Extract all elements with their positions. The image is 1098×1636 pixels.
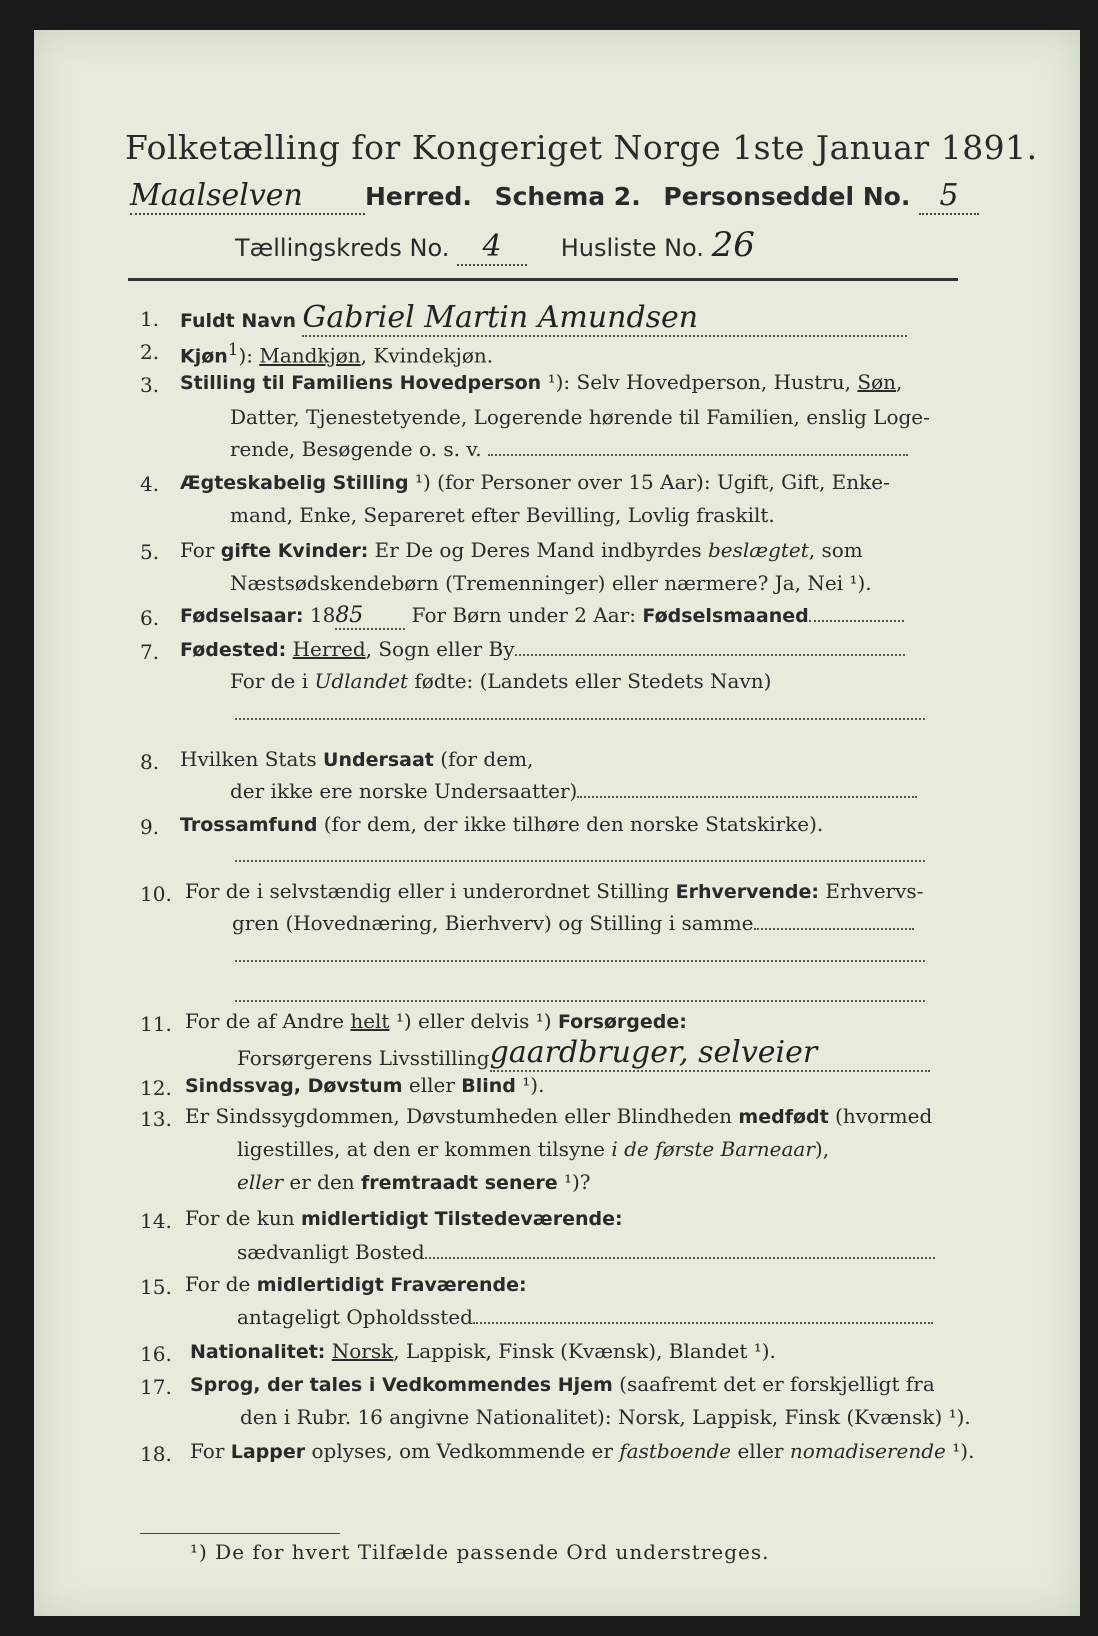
item-occupation [185, 879, 923, 903]
item-number: 1. [140, 307, 160, 331]
item-lapps [190, 1439, 974, 1463]
item-sex: Kjøn$^1$): Mandkjøn, Kvindekjøn. [180, 340, 494, 368]
married-women-line2: Næstsødskendebørn (Tremenninger) eller nærmere? Ja, Nei ¹). [230, 571, 872, 595]
occupation-label: Erhvervende: [675, 881, 820, 903]
husliste-number: 26 [711, 225, 755, 265]
usual-residence-fill [425, 1257, 935, 1259]
marital-status-label: Ægteskabelig Stilling [180, 472, 409, 494]
temp-present-label: midlertidigt Tilstedeværende: [300, 1208, 623, 1230]
congenital-eller: eller [237, 1170, 284, 1194]
temp-absent-label: midlertidigt Fraværende: [256, 1274, 527, 1296]
supporter-occupation-label: Forsørgerens Livsstilling [237, 1046, 490, 1070]
married-women-related: beslægtet [707, 538, 809, 562]
birthplace-abroad-fill [235, 718, 925, 720]
temp-present-pre: For de kun [185, 1206, 301, 1230]
herred-name-handwritten: Maalselven [130, 178, 365, 215]
footnote: ¹) De for hvert Tilfælde passende Ord understreges. [190, 1540, 770, 1564]
lapps-resident: fastboende [619, 1439, 732, 1463]
birth-year-label: Fødselsaar: [180, 605, 304, 627]
married-women-line1: Er De og Deres Mand indbyrdes [368, 538, 708, 562]
item-language [190, 1372, 935, 1396]
item-number: 5. [140, 540, 160, 564]
married-women-pre: For [180, 538, 221, 562]
supported-delvis: ) eller delvis [403, 1009, 530, 1033]
birthplace-herred: Herred [292, 637, 366, 661]
nationality-norsk: Norsk [331, 1339, 394, 1363]
item-birthplace [180, 637, 905, 661]
birthplace-label: Fødested: [180, 639, 287, 661]
supported-pre: For de af Andre [185, 1009, 351, 1033]
item-number: 4. [140, 472, 160, 496]
usual-residence-label: sædvanligt Bosted [237, 1240, 425, 1264]
language-label: Sprog, der tales i Vedkommendes Hjem [190, 1374, 613, 1396]
religion-rest: (for dem, der ikke tilhøre den norske Statskirke). [317, 812, 824, 836]
item-number: 7. [140, 640, 160, 664]
item-temporarily-absent [185, 1272, 527, 1296]
item-number: 17. [140, 1375, 172, 1399]
marital-status-line1: ) (for Personer over 15 Aar): Ugift, Gift, Enke- [423, 470, 890, 494]
lapps-pre: For [190, 1439, 231, 1463]
citizenship-line2 [230, 779, 917, 803]
family-position-line2: Datter, Tjenestetyende, Logerende hørende til Familien, enslig Loge- [230, 405, 930, 429]
disability-label: Sindssvag, Døvstum [185, 1075, 403, 1097]
family-position-line3 [230, 437, 908, 461]
probable-residence-label: antageligt Opholdssted [237, 1305, 473, 1329]
congenital-line2-pre: ligestilles, at den er kommen tilsyne [237, 1137, 612, 1161]
birth-month-label: Fødselsmaaned [642, 605, 809, 627]
supported-helt: helt [350, 1009, 390, 1033]
item-family-position: Stilling til Familiens Hovedperson ¹): Selv Hovedperson, Hustru, Søn, [180, 370, 903, 394]
supported-paren: ) [543, 1009, 558, 1033]
footnote-mark: 1 [227, 340, 239, 359]
congenital-childhood: i de første Barneaar [611, 1137, 815, 1161]
item-number: 12. [140, 1076, 172, 1100]
family-position-options: ): Selv Hovedperson, Hustru, [555, 370, 858, 394]
personseddel-label: Personseddel No. [663, 182, 911, 211]
full-name-value: Gabriel Martin Amundsen [302, 300, 907, 337]
congenital-line2 [237, 1137, 829, 1161]
congenital-line3: eller er den fremtraadt senere ¹)? [237, 1170, 591, 1194]
supporter-occupation-value: gaardbruger, selveier [490, 1035, 930, 1072]
congenital-line2-end: ), [814, 1137, 830, 1161]
religion-label: Trossamfund [180, 814, 318, 836]
occupation-line2-text: gren (Hovednæring, Bierhverv) og Stilling i samme [232, 911, 754, 935]
birth-year-value: 85 [335, 603, 405, 630]
citizenship-label: Undersaat [323, 749, 434, 771]
sex-option-female: , Kvindekjøn. [360, 343, 494, 368]
kreds-number: 4 [457, 229, 527, 266]
lapps-nomadic: nomadiserende [789, 1439, 946, 1463]
sex-option-male: Mandkjøn [259, 343, 361, 368]
birthplace-abroad-udlandet: Udlandet [314, 669, 409, 693]
citizenship-pre: Hvilken Stats [180, 747, 324, 771]
form-title: Folketælling for Kongeriget Norge 1ste Januar 1891. [125, 128, 1038, 167]
birthplace-fill [515, 654, 905, 656]
item-temporarily-present [185, 1206, 623, 1230]
citizenship-fill [577, 796, 917, 798]
item-number: 15. [140, 1275, 172, 1299]
birth-month-intro: For Børn under 2 Aar: [405, 603, 643, 627]
schema-label: Schema 2. [494, 182, 641, 211]
congenital-line3-end: )? [571, 1170, 591, 1194]
religion-fill [235, 860, 925, 862]
herred-row [130, 178, 979, 215]
item-citizenship [180, 747, 533, 771]
nationality-label: Nationalitet: [190, 1341, 326, 1363]
item-marital-status: Ægteskabelig Stilling ¹) (for Personer over 15 Aar): Ugift, Gift, Enke- [180, 470, 890, 494]
kreds-row [235, 225, 755, 266]
kreds-label: Tællingskreds No. [235, 234, 450, 262]
item-number: 11. [140, 1012, 172, 1036]
later-label: fremtraadt senere [361, 1172, 558, 1194]
item-nationality [190, 1339, 776, 1363]
marital-status-line2: mand, Enke, Separeret efter Bevilling, Lovlig fraskilt. [230, 503, 775, 527]
item-number: 9. [140, 815, 160, 839]
occupation-fill-line2 [235, 960, 925, 962]
occupation-rest: Erhvervs- [819, 879, 924, 903]
full-name-label: Fuldt Navn [180, 310, 297, 332]
item-number: 16. [140, 1342, 172, 1366]
language-line2: den i Rubr. 16 angivne Nationalitet): Norsk, Lappisk, Finsk (Kvænsk) ¹). [240, 1405, 971, 1429]
item-number: 18. [140, 1442, 172, 1466]
item-married-women [180, 538, 863, 562]
birth-year-prefix: 18 [303, 603, 336, 627]
item-religion [180, 812, 823, 836]
birthplace-abroad-rest: fødte: (Landets eller Stedets Navn) [408, 669, 772, 693]
nationality-rest: , Lappisk, Finsk (Kvænsk), Blandet ¹). [393, 1339, 776, 1363]
header-rule [128, 278, 958, 281]
lapps-mid2: eller [731, 1439, 790, 1463]
item-congenital [185, 1104, 932, 1128]
birthplace-rest: , Sogn eller By [365, 637, 515, 661]
blind-label: Blind [461, 1075, 516, 1097]
item-birth-year [180, 603, 904, 630]
congenital-label: medfødt [738, 1106, 829, 1128]
option-son: Søn [857, 370, 897, 394]
item-number: 2. [140, 340, 160, 364]
herred-label: Herred. [365, 182, 472, 211]
item-number: 6. [140, 606, 160, 630]
item-full-name [180, 300, 907, 337]
item-number: 13. [140, 1107, 172, 1131]
item-number: 8. [140, 750, 160, 774]
family-position-label: Stilling til Familiens Hovedperson [180, 372, 542, 394]
husliste-label: Husliste No. [560, 234, 704, 262]
birth-month-fill [809, 620, 904, 622]
language-line1: (saafremt det er forskjelligt fra [612, 1372, 935, 1396]
punct: , [896, 370, 903, 394]
married-women-label: gifte Kvinder: [220, 540, 369, 562]
occupation-line2 [232, 911, 914, 935]
birthplace-abroad [230, 669, 771, 693]
item-number: 10. [140, 882, 172, 906]
item-number: 14. [140, 1209, 172, 1233]
item-supported: For de af Andre helt ¹) eller delvis ¹) Forsørgede: [185, 1009, 687, 1033]
birthplace-abroad-pre: For de i [230, 669, 315, 693]
supporter-occupation [237, 1035, 930, 1072]
occupation-pre: For de i selvstændig eller i underordnet Stilling [185, 879, 676, 903]
citizenship-line2-text: der ikke ere norske Undersaatter) [230, 779, 578, 803]
occupation-fill-line3 [235, 1000, 925, 1002]
footnote-rule [140, 1533, 340, 1534]
probable-residence-fill [473, 1322, 933, 1324]
disability-end: ). [530, 1073, 545, 1097]
sex-label: Kjøn [180, 345, 228, 368]
citizenship-rest: (for dem, [433, 747, 534, 771]
occupation-fill [754, 928, 914, 930]
lapps-mid: oplyses, om Vedkommende er [305, 1439, 620, 1463]
temp-absent-pre: For de [185, 1272, 257, 1296]
congenital-line3-mid: er den [283, 1170, 362, 1194]
personseddel-number: 5 [919, 178, 979, 215]
disability-mid: eller [402, 1073, 462, 1097]
lapps-label: Lapper [230, 1441, 306, 1463]
lapps-end: ¹). [945, 1439, 975, 1463]
item-disability: Sindssvag, Døvstum eller Blind ¹). [185, 1073, 545, 1097]
family-position-line3-text: rende, Besøgende o. s. v. [230, 437, 482, 461]
probable-residence [237, 1305, 933, 1329]
married-women-line1-end: , som [808, 538, 863, 562]
congenital-rest: (hvormed [828, 1104, 933, 1128]
family-position-fill [488, 454, 908, 456]
item-number: 3. [140, 373, 160, 397]
supported-label: Forsørgede: [557, 1011, 687, 1033]
congenital-pre: Er Sindssygdommen, Døvstumheden eller Blindheden [185, 1104, 739, 1128]
usual-residence [237, 1240, 935, 1264]
